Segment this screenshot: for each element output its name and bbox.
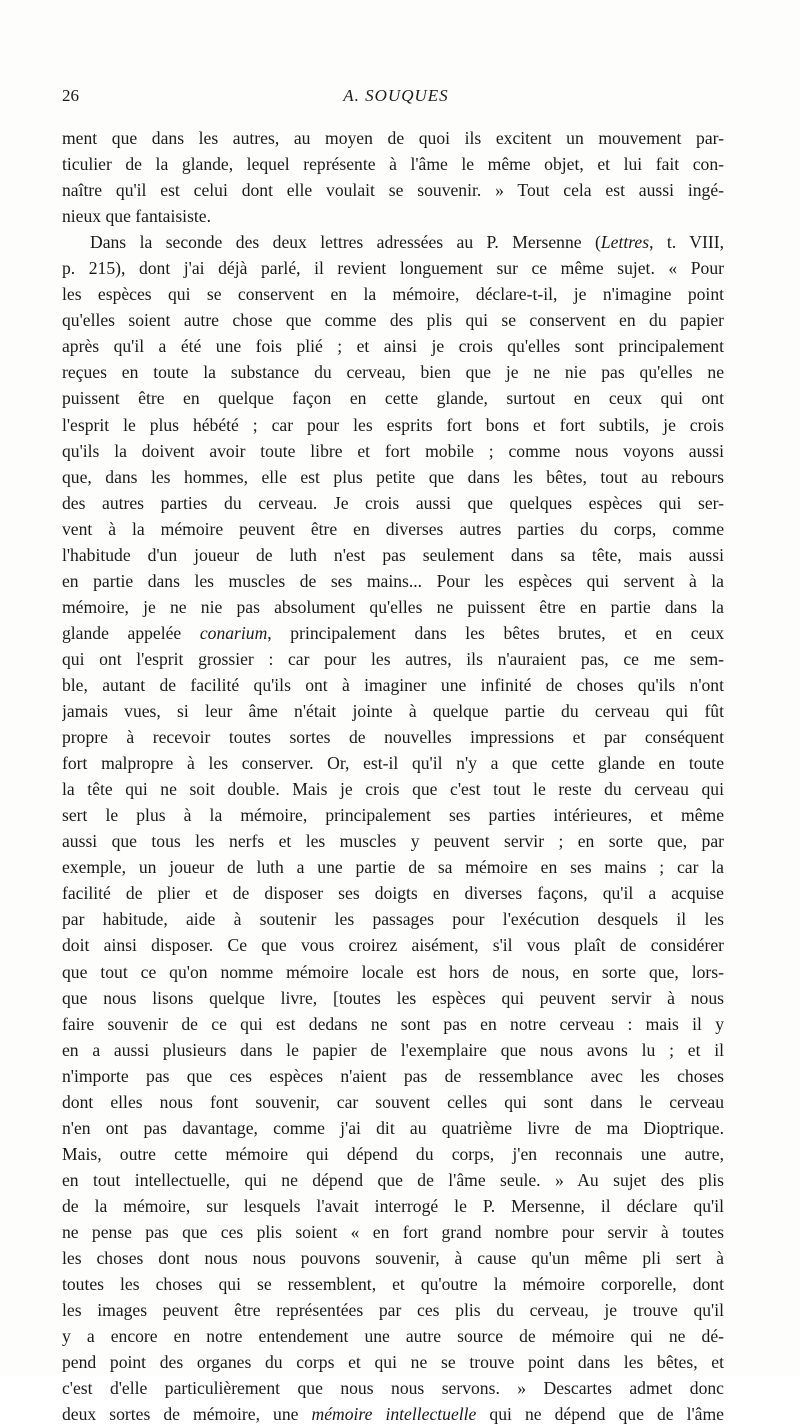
- text-segment: , principalement dans les bêtes brutes, et en ceux: [267, 622, 724, 643]
- text-line: que nous lisons quelque livre, [toutes les espèces qui peuvent servir à nous: [62, 987, 724, 1008]
- text-line: ble, autant de facilité qu'ils ont à imaginer une infinité de choses qu'ils n'ont: [62, 674, 724, 695]
- text-line: mémoire, je ne nie pas absolument qu'elles ne puissent être en partie dans la: [62, 596, 724, 617]
- text-line: [62, 1401, 724, 1427]
- text-line: les images peuvent être représentées par ces plis du cerveau, je trouve qu'il: [62, 1300, 724, 1321]
- text-line: ne pense pas que ces plis soient « en fort grand nombre pour servir à toutes: [62, 1221, 724, 1242]
- text-line: de la mémoire, sur lesquels l'avait interrogé le P. Mersenne, il déclare qu'il: [62, 1195, 724, 1216]
- text-line: jamais vues, si leur âme n'était jointe à quelque partie du cerveau qui fût: [62, 701, 724, 722]
- text-line: toutes les choses qui se ressemblent, et qu'outre la mémoire corporelle, dont: [62, 1274, 724, 1295]
- text-line: ticulier de la glande, lequel représente à l'âme le même objet, et lui fait con-: [62, 154, 724, 175]
- text-line: aussi que tous les nerfs et les muscles y peuvent servir ; en sorte que, par: [62, 831, 724, 852]
- text-line: pend point des organes du corps et qui ne se trouve point dans les bêtes, et: [62, 1352, 724, 1373]
- text-line: doit ainsi disposer. Ce que vous croirez aisément, s'il vous plaît de considérer: [62, 935, 724, 956]
- text-segment: qui ne dépend que de l'âme: [476, 1404, 724, 1425]
- text-line: puissent être en quelque façon en cette glande, surtout en ceux qui ont: [62, 388, 724, 409]
- text-line: facilité de plier et de disposer ses doigts en diverses façons, qu'il a acquise: [62, 883, 724, 904]
- text-line: [62, 229, 724, 255]
- text-line: en a aussi plusieurs dans le papier de l'exemplaire que nous avons lu ; et il: [62, 1039, 724, 1060]
- text-segment: glande appelée: [62, 622, 200, 643]
- italic-title: conarium: [199, 622, 268, 643]
- text-line: n'en ont pas davantage, comme j'ai dit au quatrième livre de ma Dioptrique.: [62, 1117, 724, 1138]
- text-line: nieux que fantaisiste.: [62, 206, 212, 227]
- text-line: reçues en toute la substance du cerveau, bien que je ne nie pas qu'elles ne: [62, 362, 724, 383]
- text-line: dont elles nous font souvenir, car souvent celles qui sont dans le cerveau: [62, 1091, 724, 1112]
- text-segment: Dans la seconde des deux lettres adressées au P. Mersenne (: [90, 232, 601, 253]
- text-line: Mais, outre cette mémoire qui dépend du corps, j'en reconnais une autre,: [62, 1143, 724, 1164]
- italic-title: Lettres: [600, 232, 650, 253]
- text-line: p. 215), dont j'ai déjà parlé, il revient longuement sur ce même sujet. « Pour: [62, 258, 724, 279]
- italic-title: mémoire intellectuelle: [311, 1404, 477, 1425]
- text-line: la tête qui ne soit double. Mais je crois que c'est tout le reste du cerveau qui: [62, 779, 724, 800]
- running-title: A. SOUQUES: [343, 86, 449, 105]
- body-text: [62, 125, 724, 1427]
- text-line: faire souvenir de ce qui est dedans ne sont pas en notre cerveau : mais il y: [62, 1013, 724, 1034]
- text-line: par habitude, aide à soutenir les passages pour l'exécution desquels il les: [62, 909, 724, 930]
- text-line: n'importe pas que ces espèces n'aient pas de ressemblance avec les choses: [62, 1065, 724, 1086]
- text-line: sert le plus à la mémoire, principalement ses parties intérieures, et même: [62, 805, 724, 826]
- text-line: ment que dans les autres, au moyen de quoi ils excitent un mouvement par-: [62, 128, 724, 148]
- text-segment: deux sortes de mémoire, une: [62, 1404, 312, 1425]
- text-line: que, dans les hommes, elle est plus petite que dans les bêtes, tout au rebours: [62, 466, 724, 487]
- text-line: qu'ils la doivent avoir toute libre et fort mobile ; comme nous voyons aussi: [62, 440, 724, 461]
- text-line: qui ont l'esprit grossier : car pour les autres, ils n'auraient pas, ce me sem-: [62, 648, 724, 669]
- text-line: propre à recevoir toutes sortes de nouvelles impressions et par conséquent: [62, 727, 724, 748]
- text-line: les choses dont nous nous pouvons souvenir, à cause qu'un même pli sert à: [62, 1248, 724, 1269]
- text-line: que tout ce qu'on nomme mémoire locale est hors de nous, en sorte que, lors-: [62, 961, 724, 982]
- text-line: en tout intellectuelle, qui ne dépend que de l'âme seule. » Au sujet des plis: [62, 1169, 724, 1190]
- text-line: en partie dans les muscles de ses mains... Pour les espèces qui servent à la: [62, 570, 724, 591]
- text-line: c'est d'elle particulièrement que nous nous servons. » Descartes admet donc: [62, 1378, 724, 1399]
- text-line: [62, 620, 724, 646]
- page-number: 26: [62, 86, 79, 105]
- text-line: fort malpropre à les conserver. Or, est-il qu'il n'y a que cette glande en toute: [62, 753, 724, 774]
- text-line: y a encore en notre entendement une autre source de mémoire qui ne dé-: [62, 1326, 724, 1347]
- text-line: exemple, un joueur de luth a une partie de sa mémoire en ses mains ; car la: [62, 857, 724, 878]
- text-line: des autres parties du cerveau. Je crois aussi que quelques espèces qui ser-: [62, 492, 724, 513]
- text-line: l'esprit le plus hébété ; car pour les esprits fort bons et fort subtils, je crois: [62, 414, 724, 435]
- running-head: [62, 86, 730, 108]
- text-segment: , t. VIII,: [649, 232, 724, 253]
- text-line: l'habitude d'un joueur de luth n'est pas seulement dans sa tête, mais aussi: [62, 544, 724, 565]
- text-line: vent à la mémoire peuvent être en diverses autres parties du corps, comme: [62, 518, 724, 539]
- text-line: qu'elles soient autre chose que comme des plis qui se conservent en du papier: [62, 310, 724, 331]
- text-line: les espèces qui se conservent en la mémoire, déclare-t-il, je n'imagine point: [62, 284, 724, 305]
- text-line: après qu'il a été une fois plié ; et ainsi je crois qu'elles sont principalement: [62, 336, 724, 357]
- text-line: naître qu'il est celui dont elle voulait se souvenir. » Tout cela est aussi ingé-: [62, 180, 724, 201]
